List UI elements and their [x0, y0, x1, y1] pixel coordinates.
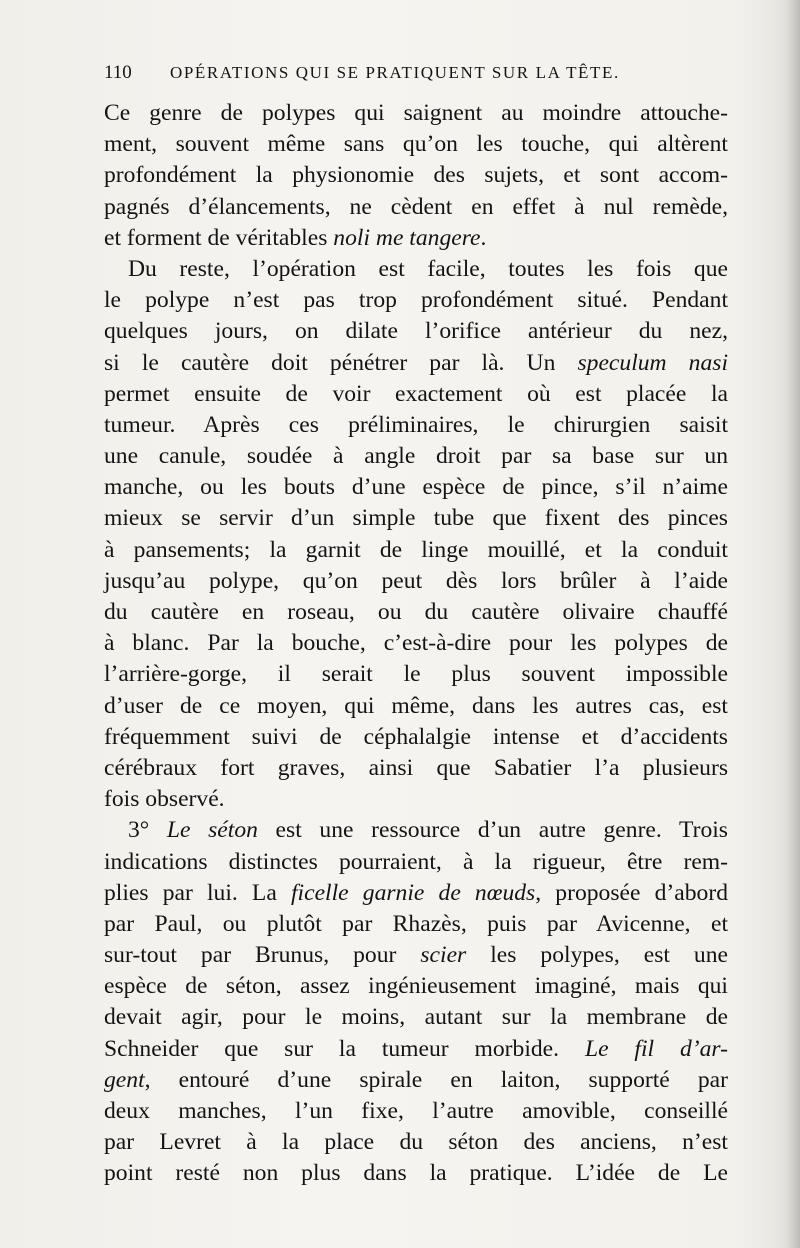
- text-segment: point resté non plus dans la pratique. L’idée de Le: [104, 1160, 728, 1187]
- text-segment: une canule, soudée à angle droit par sa base sur un: [104, 443, 728, 470]
- text-line: [104, 192, 728, 223]
- text-line: [104, 691, 728, 722]
- text-segment: sur-tout par Brunus, pour: [104, 942, 421, 969]
- text-line: [104, 129, 728, 160]
- text-line: [104, 815, 728, 846]
- text-line: [104, 98, 728, 129]
- text-line: [104, 940, 728, 971]
- text-segment: d’user de ce moyen, qui même, dans les autres cas, est: [104, 692, 728, 719]
- text-segment: pagnés d’élancements, ne cèdent en effet à nul remède,: [104, 193, 728, 220]
- italic-text: scier: [420, 942, 467, 969]
- text-line: [104, 472, 728, 503]
- text-segment: cérébraux fort graves, ainsi que Sabatier l’a plusieurs: [104, 754, 728, 781]
- text-segment: par Paul, ou plutôt par Rhazès, puis par Avicenne, et: [104, 910, 728, 937]
- text-segment: par Levret à la place du séton des anciens, n’est: [104, 1129, 728, 1156]
- text-segment: Du reste, l’opération est facile, toutes les fois que: [128, 255, 728, 282]
- italic-text: gent: [104, 1066, 145, 1093]
- text-segment: devait agir, pour le moins, autant sur la membrane de: [104, 1004, 728, 1031]
- text-segment: du cautère en roseau, ou du cautère olivaire chauffé: [104, 599, 728, 625]
- text-line: [104, 628, 728, 659]
- text-line: [104, 566, 728, 597]
- text-segment: les polypes, est une: [466, 942, 728, 969]
- text-line: [104, 535, 728, 566]
- text-line: [104, 784, 728, 815]
- text-segment: plies par lui. La: [104, 879, 291, 906]
- text-line: [104, 410, 728, 441]
- text-segment: quelques jours, on dilate l’orifice antérieur du nez,: [104, 318, 728, 345]
- text-line: [104, 1065, 728, 1096]
- italic-text: noli me tangere: [333, 224, 481, 251]
- text-line: [104, 878, 728, 909]
- text-segment: jusqu’au polype, qu’on peut dès lors brûler à l’aide: [104, 567, 728, 594]
- text-segment: l’arrière-gorge, il serait le plus souvent impossible: [104, 661, 728, 688]
- text-segment: fréquemment suivi de céphalalgie intense et d’accidents: [104, 723, 728, 750]
- text-segment: le polype n’est pas trop profondément situé. Pendant: [104, 287, 728, 314]
- text-line: [104, 1127, 728, 1158]
- text-segment: deux manches, l’un fixe, l’autre amovible, conseillé: [104, 1098, 728, 1124]
- text-segment: est une ressource d’un autre genre. Trois: [257, 817, 728, 844]
- text-line: [104, 223, 728, 254]
- text-segment: espèce de séton, assez ingénieusement imaginé, mais qui: [104, 973, 728, 1000]
- italic-text: speculum nasi: [577, 349, 729, 376]
- text-line: [104, 971, 728, 1002]
- text-line: [104, 597, 728, 628]
- text-line: [104, 379, 728, 410]
- text-line: [104, 909, 728, 940]
- text-line: [104, 254, 728, 285]
- text-segment: et forment de véritables: [104, 224, 334, 251]
- text-segment: indications distinctes pourraient, à la rigueur, être rem-: [104, 848, 728, 875]
- text-segment: manche, ou les bouts d’une espèce de pince, s’il n’aime: [104, 474, 728, 501]
- text-line: [104, 847, 728, 878]
- body-text: [104, 98, 728, 1190]
- running-title: OPÉRATIONS QUI SE PRATIQUENT SUR LA TÊTE.: [170, 63, 620, 82]
- text-segment: profondément la physionomie des sujets, et sont accom-: [104, 162, 728, 189]
- running-header: [104, 62, 724, 84]
- page-edge-shadow: [786, 0, 800, 1248]
- text-line: [104, 348, 728, 379]
- text-segment: mieux se servir d’un simple tube que fixent des pinces: [104, 505, 728, 532]
- text-segment: Schneider que sur la tumeur morbide.: [104, 1035, 585, 1062]
- text-line: [104, 441, 728, 472]
- text-line: [104, 160, 728, 191]
- page-number: 110: [104, 62, 132, 83]
- italic-text: ficelle garnie de nœuds: [290, 879, 536, 906]
- text-line: [104, 503, 728, 534]
- text-segment: à blanc. Par la bouche, c’est-à-dire pour les polypes de: [104, 630, 728, 657]
- text-segment: .: [480, 224, 487, 251]
- text-line: [104, 753, 728, 784]
- italic-text: Le séton: [166, 817, 258, 844]
- italic-text: Le fil d’ar-: [584, 1035, 729, 1062]
- text-line: [104, 316, 728, 347]
- text-line: [104, 1034, 728, 1065]
- text-line: [104, 659, 728, 690]
- text-line: [104, 1002, 728, 1033]
- text-segment: fois observé.: [104, 786, 225, 813]
- text-segment: à pansements; la garnit de linge mouillé, et la conduit: [104, 536, 728, 563]
- text-segment: , entouré d’une spirale en laiton, supporté par: [144, 1066, 728, 1093]
- text-line: [104, 1096, 728, 1127]
- text-line: [104, 722, 728, 753]
- text-segment: permet ensuite de voir exactement où est placée la: [104, 380, 728, 407]
- text-segment: ment, souvent même sans qu’on les touche, qui altèrent: [104, 131, 728, 158]
- text-segment: Ce genre de polypes qui saignent au moindre attouche-: [104, 100, 728, 126]
- text-segment: 3°: [128, 817, 167, 844]
- text-segment: tumeur. Après ces préliminaires, le chirurgien saisit: [104, 411, 728, 438]
- text-segment: si le cautère doit pénétrer par là. Un: [104, 349, 578, 376]
- text-line: [104, 285, 728, 316]
- text-line: [104, 1158, 728, 1189]
- text-segment: , proposée d’abord: [535, 879, 728, 906]
